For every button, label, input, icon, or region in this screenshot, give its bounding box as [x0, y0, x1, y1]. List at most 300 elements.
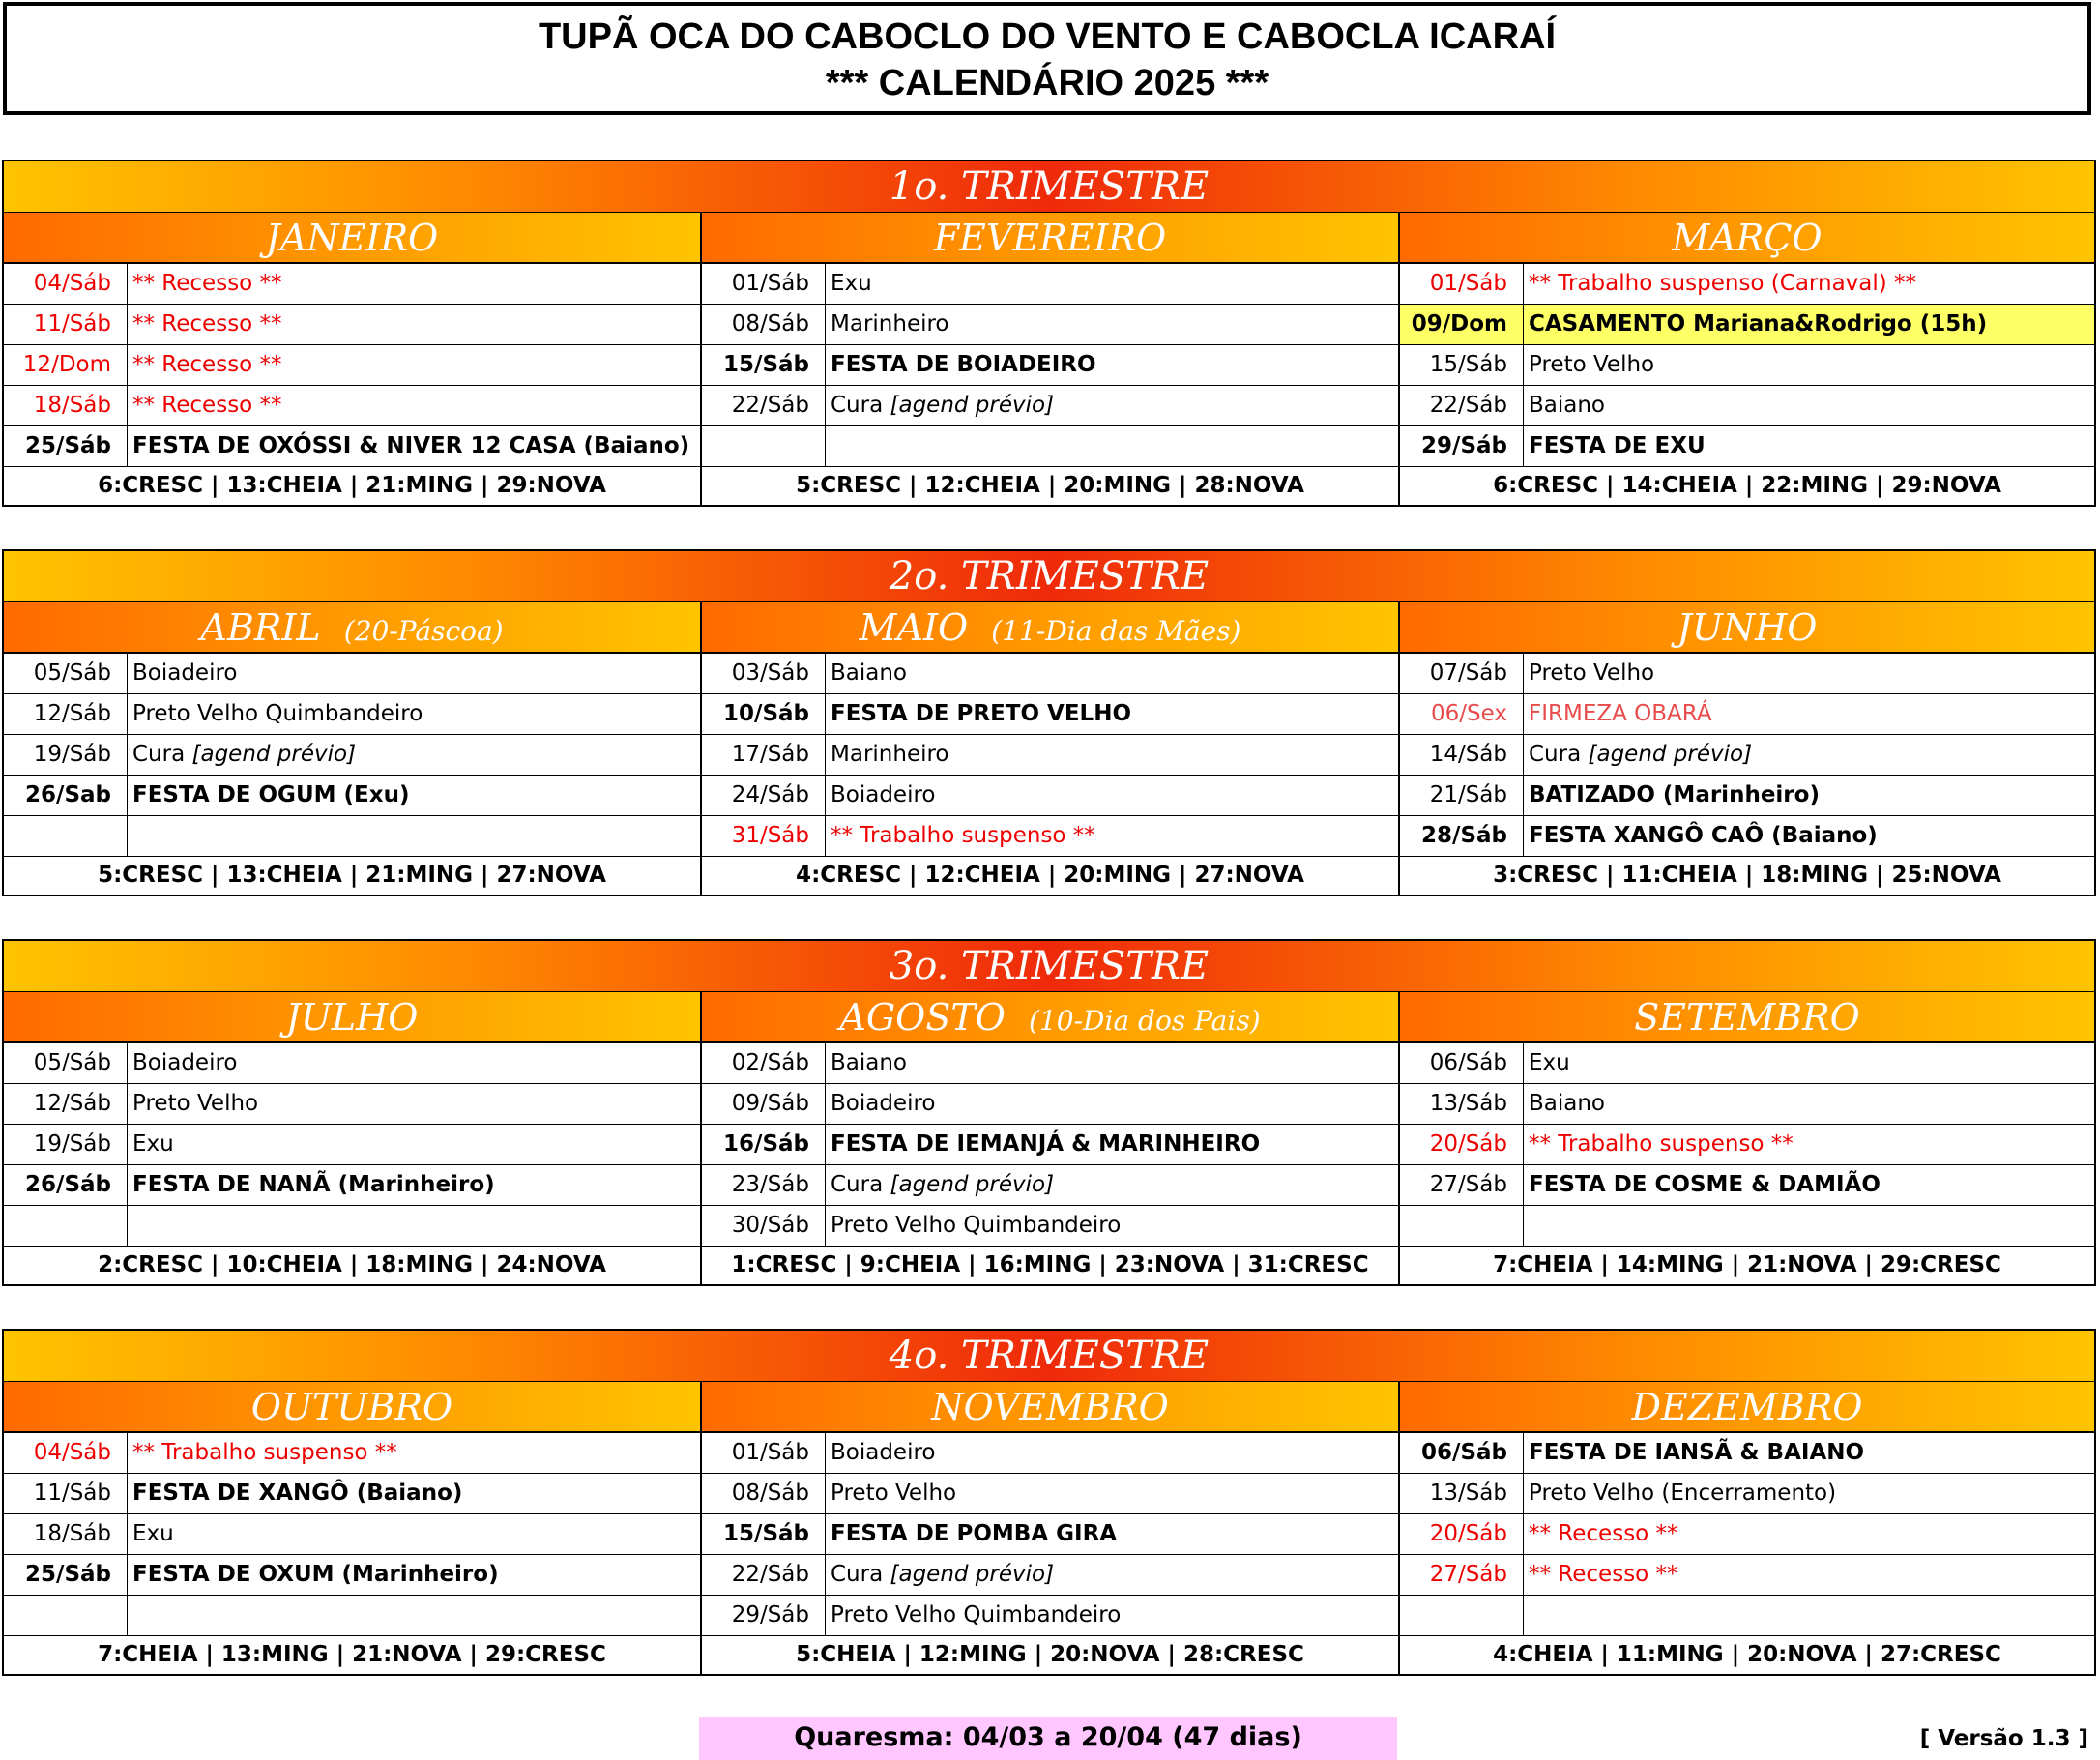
event-row	[702, 776, 1398, 816]
event-row	[4, 694, 700, 735]
event-date: 20/Sáb	[1400, 1514, 1524, 1554]
month-julho	[2, 992, 700, 1286]
event-description	[826, 1043, 1398, 1083]
event-description	[128, 1125, 700, 1164]
trimester-3	[2, 939, 2096, 1286]
event-date: 06/Sáb	[1400, 1433, 1524, 1473]
event-row	[1400, 305, 2094, 345]
month-note: (11-Dia das Mães)	[991, 615, 1241, 647]
event-date: 02/Sáb	[702, 1043, 826, 1083]
event-row	[4, 1084, 700, 1125]
event-date: 13/Sáb	[1400, 1474, 1524, 1513]
event-row	[702, 386, 1398, 426]
months-row	[2, 213, 2096, 507]
event-text: Cura	[132, 742, 192, 767]
event-row	[702, 264, 1398, 305]
month-name-text: JUNHO	[1677, 606, 1818, 649]
month-abril	[2, 602, 700, 896]
month-name	[1400, 602, 2094, 654]
event-text: Exu	[1529, 1050, 1570, 1075]
event-description	[826, 345, 1398, 385]
moon-phases: 7:CHEIA | 14:MING | 21:NOVA | 29:CRESC	[1493, 1252, 2001, 1277]
event-text: ** Recesso **	[1529, 1562, 1678, 1587]
month-name	[4, 213, 700, 264]
month-dezembro	[1398, 1382, 2096, 1676]
event-row	[4, 426, 700, 467]
event-date: 22/Sáb	[702, 1555, 826, 1595]
month-name-text: MAIO	[859, 606, 969, 649]
event-description	[128, 426, 700, 466]
event-text: Exu	[132, 1131, 174, 1157]
event-date	[1400, 1596, 1524, 1635]
event-row	[4, 1514, 700, 1555]
event-date: 31/Sáb	[702, 816, 826, 856]
event-date: 18/Sáb	[4, 1514, 128, 1554]
month-name-text: SETEMBRO	[1634, 996, 1860, 1039]
event-date: 14/Sáb	[1400, 735, 1524, 775]
event-row	[1400, 1125, 2094, 1165]
event-text: Baiano	[831, 660, 908, 686]
event-description	[1524, 386, 2094, 425]
event-row	[1400, 426, 2094, 467]
event-description	[128, 1596, 700, 1635]
event-row	[4, 1555, 700, 1596]
event-description	[826, 264, 1398, 304]
event-date	[4, 1596, 128, 1635]
event-text: Boiadeiro	[831, 1440, 936, 1465]
event-description	[128, 735, 700, 775]
event-text: Preto Velho Quimbandeiro	[132, 701, 423, 726]
event-description	[1524, 1514, 2094, 1554]
event-text: Baiano	[831, 1050, 908, 1075]
event-text: Preto Velho	[1529, 660, 1655, 686]
event-row	[702, 305, 1398, 345]
event-description	[128, 776, 700, 815]
event-text: FESTA DE IANSÃ & BAIANO	[1529, 1440, 1865, 1465]
month-março	[1398, 213, 2096, 507]
event-date: 04/Sáb	[4, 1433, 128, 1473]
calendar-title: TUPÃ OCA DO CABOCLO DO VENTO E CABOCLA ICARAÍ	[538, 16, 1557, 57]
event-row	[4, 1596, 700, 1636]
event-description	[1524, 1555, 2094, 1595]
month-janeiro	[2, 213, 700, 507]
event-description	[826, 1514, 1398, 1554]
event-date: 15/Sáb	[702, 1514, 826, 1554]
month-junho	[1398, 602, 2096, 896]
event-note: [agend prévio]	[890, 1172, 1055, 1197]
moon-phases: 4:CHEIA | 11:MING | 20:NOVA | 27:CRESC	[1493, 1642, 2001, 1667]
event-date: 29/Sáb	[1400, 426, 1524, 466]
event-text: BATIZADO (Marinheiro)	[1529, 782, 1820, 807]
event-date: 19/Sáb	[4, 735, 128, 775]
event-text: CASAMENTO Mariana&Rodrigo (15h)	[1529, 311, 1988, 337]
months-row	[2, 992, 2096, 1286]
event-date: 11/Sáb	[4, 305, 128, 344]
event-row	[1400, 1084, 2094, 1125]
event-description	[826, 426, 1398, 466]
event-text: Boiadeiro	[132, 660, 238, 686]
event-row	[1400, 1043, 2094, 1084]
version-label: [ Versão 1.3 ]	[1919, 1726, 2088, 1751]
event-date: 12/Sáb	[4, 694, 128, 734]
event-description	[128, 1084, 700, 1124]
event-row	[702, 1433, 1398, 1474]
event-row	[1400, 1206, 2094, 1247]
event-date: 27/Sáb	[1400, 1165, 1524, 1205]
event-date: 13/Sáb	[1400, 1084, 1524, 1124]
event-date: 16/Sáb	[702, 1125, 826, 1164]
event-text: Boiadeiro	[831, 782, 936, 807]
event-row	[702, 1084, 1398, 1125]
event-description	[128, 1165, 700, 1205]
event-text: Preto Velho	[831, 1481, 957, 1506]
event-text: FESTA DE OXUM (Marinheiro)	[132, 1562, 499, 1587]
event-description	[1524, 305, 2094, 344]
event-row	[1400, 1514, 2094, 1555]
event-description	[826, 386, 1398, 425]
month-outubro	[2, 1382, 700, 1676]
month-name	[4, 1382, 700, 1433]
event-text: FESTA DE OXÓSSI & NIVER 12 CASA (Baiano)	[132, 433, 690, 458]
event-row	[702, 654, 1398, 694]
event-description	[826, 1125, 1398, 1164]
month-name	[702, 213, 1398, 264]
event-row	[1400, 1474, 2094, 1514]
event-description	[826, 654, 1398, 693]
event-row	[4, 654, 700, 694]
event-description	[826, 816, 1398, 856]
month-name	[4, 992, 700, 1043]
event-description	[1524, 1165, 2094, 1205]
event-description	[826, 776, 1398, 815]
moon-phases: 6:CRESC | 13:CHEIA | 21:MING | 29:NOVA	[98, 473, 606, 498]
event-date: 01/Sáb	[702, 1433, 826, 1473]
event-date: 22/Sáb	[1400, 386, 1524, 425]
event-date	[4, 1206, 128, 1246]
event-description	[128, 305, 700, 344]
event-date: 27/Sáb	[1400, 1555, 1524, 1595]
month-name-text: OUTUBRO	[250, 1386, 453, 1428]
month-maio	[700, 602, 1398, 896]
moon-phases: 5:CRESC | 13:CHEIA | 21:MING | 27:NOVA	[98, 863, 606, 888]
event-text: Preto Velho Quimbandeiro	[831, 1602, 1122, 1628]
event-date: 08/Sáb	[702, 1474, 826, 1513]
event-text: Cura	[1529, 742, 1589, 767]
event-row	[4, 1474, 700, 1514]
event-description	[128, 1555, 700, 1595]
event-text: ** Trabalho suspenso **	[831, 823, 1095, 848]
month-name-text: ABRIL	[200, 606, 321, 649]
event-date: 17/Sáb	[702, 735, 826, 775]
event-date	[702, 426, 826, 466]
moon-phases: 5:CHEIA | 12:MING | 20:NOVA | 28:CRESC	[796, 1642, 1304, 1667]
event-row	[4, 345, 700, 386]
month-note: (10-Dia dos Pais)	[1029, 1005, 1261, 1037]
event-date	[4, 816, 128, 856]
event-description	[1524, 1084, 2094, 1124]
event-description	[128, 694, 700, 734]
event-text: Baiano	[1529, 1091, 1606, 1116]
event-text: Cura	[831, 1562, 890, 1587]
event-date: 09/Dom	[1400, 305, 1524, 344]
months-row	[2, 602, 2096, 896]
event-description	[826, 1206, 1398, 1246]
event-text: ** Recesso **	[132, 352, 282, 377]
event-date: 24/Sáb	[702, 776, 826, 815]
event-row	[702, 816, 1398, 857]
month-name-text: JANEIRO	[265, 217, 439, 259]
month-setembro	[1398, 992, 2096, 1286]
event-description	[1524, 1206, 2094, 1246]
moon-phases: 3:CRESC | 11:CHEIA | 18:MING | 25:NOVA	[1493, 863, 2001, 888]
event-row	[4, 305, 700, 345]
event-date: 18/Sáb	[4, 386, 128, 425]
event-text: Boiadeiro	[132, 1050, 238, 1075]
event-date: 30/Sáb	[702, 1206, 826, 1246]
event-description	[1524, 816, 2094, 856]
event-text: Cura	[831, 1172, 890, 1197]
event-description	[826, 305, 1398, 344]
months-row	[2, 1382, 2096, 1676]
event-text: Marinheiro	[831, 311, 949, 337]
trimester-2	[2, 549, 2096, 896]
event-description	[1524, 654, 2094, 693]
event-row	[4, 1165, 700, 1206]
event-text: Preto Velho	[1529, 352, 1655, 377]
event-date: 25/Sáb	[4, 426, 128, 466]
event-description	[1524, 1043, 2094, 1083]
event-date: 15/Sáb	[1400, 345, 1524, 385]
event-date: 10/Sáb	[702, 694, 826, 734]
event-date: 01/Sáb	[702, 264, 826, 304]
event-date: 07/Sáb	[1400, 654, 1524, 693]
event-date: 21/Sáb	[1400, 776, 1524, 815]
event-text: ** Recesso **	[1529, 1521, 1678, 1546]
event-description	[1524, 1125, 2094, 1164]
event-description	[826, 694, 1398, 734]
month-novembro	[700, 1382, 1398, 1676]
event-row	[4, 1433, 700, 1474]
event-description	[1524, 1596, 2094, 1635]
trimester-title: 3o. TRIMESTRE	[2, 939, 2096, 992]
event-date: 20/Sáb	[1400, 1125, 1524, 1164]
event-date: 03/Sáb	[702, 654, 826, 693]
event-row	[1400, 654, 2094, 694]
event-description	[128, 1043, 700, 1083]
event-date: 04/Sáb	[4, 264, 128, 304]
event-text: ** Recesso **	[132, 271, 282, 296]
event-date: 05/Sáb	[4, 1043, 128, 1083]
event-description	[826, 1084, 1398, 1124]
event-description	[1524, 345, 2094, 385]
event-description	[1524, 776, 2094, 815]
event-text: FESTA DE XANGÔ (Baiano)	[132, 1481, 463, 1506]
event-description	[826, 1474, 1398, 1513]
event-date: 29/Sáb	[702, 1596, 826, 1635]
event-date: 25/Sáb	[4, 1555, 128, 1595]
event-text: Preto Velho (Encerramento)	[1529, 1481, 1837, 1506]
event-description	[826, 1433, 1398, 1473]
moon-phases: 6:CRESC | 14:CHEIA | 22:MING | 29:NOVA	[1493, 473, 2001, 498]
event-text: FESTA DE NANÃ (Marinheiro)	[132, 1172, 495, 1197]
event-description	[826, 1555, 1398, 1595]
event-text: ** Trabalho suspenso **	[1529, 1131, 1794, 1157]
event-row	[702, 345, 1398, 386]
event-text: FESTA DE COSME & DAMIÃO	[1529, 1172, 1881, 1197]
month-name	[1400, 992, 2094, 1043]
month-name	[702, 992, 1398, 1043]
event-row	[702, 1206, 1398, 1247]
moon-phases: 5:CRESC | 12:CHEIA | 20:MING | 28:NOVA	[796, 473, 1304, 498]
event-row	[1400, 1555, 2094, 1596]
event-date: 26/Sáb	[4, 1165, 128, 1205]
event-row	[702, 694, 1398, 735]
moon-phases: 4:CRESC | 12:CHEIA | 20:MING | 27:NOVA	[796, 863, 1304, 888]
event-description	[128, 1514, 700, 1554]
calendar-subtitle: *** CALENDÁRIO 2025 ***	[825, 63, 1269, 103]
event-description	[128, 1206, 700, 1246]
event-description	[1524, 264, 2094, 304]
trimester-title: 2o. TRIMESTRE	[2, 549, 2096, 602]
event-note: [agend prévio]	[890, 393, 1055, 418]
event-text: FESTA DE PRETO VELHO	[831, 701, 1132, 726]
event-note: [agend prévio]	[890, 1562, 1055, 1587]
event-date: 01/Sáb	[1400, 264, 1524, 304]
calendar-title-box	[3, 2, 2091, 115]
event-row	[702, 1596, 1398, 1636]
event-date: 12/Dom	[4, 345, 128, 385]
event-row	[4, 735, 700, 776]
event-date: 22/Sáb	[702, 386, 826, 425]
event-text: FIRMEZA OBARÁ	[1529, 701, 1712, 726]
event-row	[4, 264, 700, 305]
quaresma-note: Quaresma: 04/03 a 20/04 (47 dias)	[699, 1717, 1397, 1760]
event-date: 05/Sáb	[4, 654, 128, 693]
month-name-text: FEVEREIRO	[933, 217, 1167, 259]
event-text: Baiano	[1529, 393, 1606, 418]
month-name	[702, 1382, 1398, 1433]
event-row	[4, 816, 700, 857]
event-text: Marinheiro	[831, 742, 949, 767]
event-text: FESTA DE BOIADEIRO	[831, 352, 1096, 377]
event-row	[702, 1555, 1398, 1596]
month-name-text: JULHO	[285, 996, 419, 1039]
event-description	[128, 345, 700, 385]
event-description	[128, 264, 700, 304]
month-name-text: DEZEMBRO	[1631, 1386, 1863, 1428]
month-name-text: AGOSTO	[839, 996, 1006, 1039]
event-row	[4, 1125, 700, 1165]
event-description	[128, 654, 700, 693]
event-text: FESTA DE IEMANJÁ & MARINHEIRO	[831, 1131, 1261, 1157]
event-text: FESTA DE OGUM (Exu)	[132, 782, 410, 807]
event-row	[1400, 386, 2094, 426]
trimester-4	[2, 1329, 2096, 1676]
event-description	[826, 1596, 1398, 1635]
event-text: ** Recesso **	[132, 393, 282, 418]
month-name	[1400, 213, 2094, 264]
event-date: 12/Sáb	[4, 1084, 128, 1124]
trimester-title: 1o. TRIMESTRE	[2, 160, 2096, 213]
event-row	[1400, 1596, 2094, 1636]
event-row	[1400, 816, 2094, 857]
event-date: 26/Sab	[4, 776, 128, 815]
event-text: ** Trabalho suspenso **	[132, 1440, 397, 1465]
event-row	[1400, 1433, 2094, 1474]
event-row	[1400, 264, 2094, 305]
event-text: FESTA XANGÔ CAÔ (Baiano)	[1529, 823, 1878, 848]
event-description	[826, 1165, 1398, 1205]
event-description	[128, 386, 700, 425]
event-row	[702, 735, 1398, 776]
event-text: FESTA DE EXU	[1529, 433, 1706, 458]
event-row	[1400, 735, 2094, 776]
event-description	[1524, 694, 2094, 734]
event-row	[702, 1125, 1398, 1165]
event-row	[1400, 694, 2094, 735]
event-text: ** Recesso **	[132, 311, 282, 337]
event-row	[1400, 776, 2094, 816]
event-text: FESTA DE POMBA GIRA	[831, 1521, 1118, 1546]
event-date: 11/Sáb	[4, 1474, 128, 1513]
event-description	[128, 1474, 700, 1513]
event-row	[702, 1043, 1398, 1084]
month-agosto	[700, 992, 1398, 1286]
event-text: ** Trabalho suspenso (Carnaval) **	[1529, 271, 1917, 296]
event-description	[1524, 1433, 2094, 1473]
event-date: 08/Sáb	[702, 305, 826, 344]
month-note: (20-Páscoa)	[343, 615, 504, 647]
event-date: 28/Sáb	[1400, 816, 1524, 856]
moon-phases: 1:CRESC | 9:CHEIA | 16:MING | 23:NOVA | 31:CRESC	[731, 1252, 1369, 1277]
moon-phases: 7:CHEIA | 13:MING | 21:NOVA | 29:CRESC	[98, 1642, 606, 1667]
event-row	[702, 1514, 1398, 1555]
event-description	[1524, 426, 2094, 466]
event-description	[128, 1433, 700, 1473]
month-name	[4, 602, 700, 654]
event-date: 15/Sáb	[702, 345, 826, 385]
trimester-1	[2, 160, 2096, 507]
event-text: Cura	[831, 393, 890, 418]
event-row	[4, 776, 700, 816]
event-row	[702, 1474, 1398, 1514]
event-row	[702, 426, 1398, 467]
event-row	[4, 1043, 700, 1084]
month-name	[1400, 1382, 2094, 1433]
event-date: 23/Sáb	[702, 1165, 826, 1205]
event-note: [agend prévio]	[191, 742, 357, 767]
event-row	[702, 1165, 1398, 1206]
month-name-text: MARÇO	[1672, 217, 1823, 259]
event-row	[4, 1206, 700, 1247]
trimester-title: 4o. TRIMESTRE	[2, 1329, 2096, 1382]
month-name-text: NOVEMBRO	[931, 1386, 1169, 1428]
event-row	[4, 386, 700, 426]
event-note: [agend prévio]	[1588, 742, 1753, 767]
event-date: 09/Sáb	[702, 1084, 826, 1124]
event-row	[1400, 1165, 2094, 1206]
event-description	[826, 735, 1398, 775]
event-description	[1524, 1474, 2094, 1513]
event-text: Exu	[831, 271, 872, 296]
event-text: Preto Velho	[132, 1091, 259, 1116]
event-text: Exu	[132, 1521, 174, 1546]
event-date: 06/Sex	[1400, 694, 1524, 734]
event-description	[128, 816, 700, 856]
event-date	[1400, 1206, 1524, 1246]
event-date: 19/Sáb	[4, 1125, 128, 1164]
event-date: 06/Sáb	[1400, 1043, 1524, 1083]
